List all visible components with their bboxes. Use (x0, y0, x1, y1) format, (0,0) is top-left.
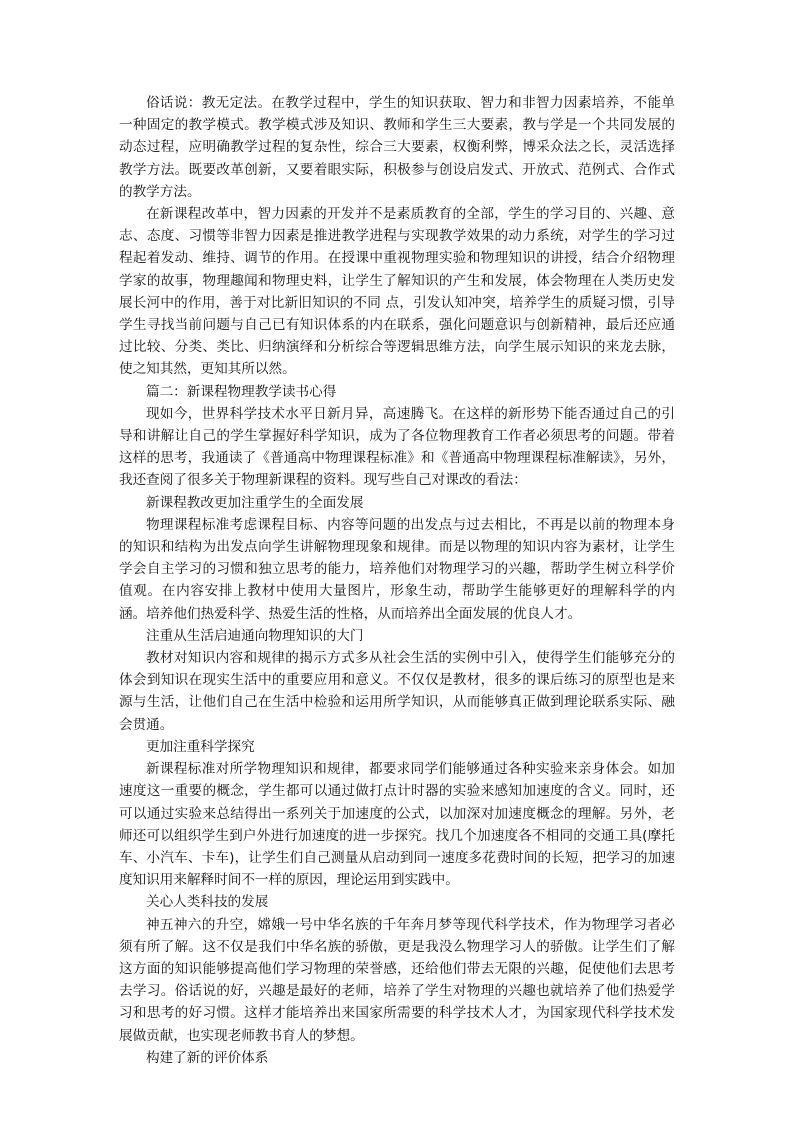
paragraph: 物理课程标准考虑课程目标、内容等问题的出发点与过去相比，不再是以前的物理本身的知识和结构为出发点向学生讲解物理现象和规律。而是以物理的知识内容为素材，让学生学会自主学习的习惯和独立思考的能力，培养他们对物理学习的兴趣，帮助学生树立科学价值观。在内容安排上教材中使用大量图片，形象生动，帮助学生能够更好的理解科学的内涵。培养他们热爱科学、热爱生活的性格，从而培养出全面发展的优良人才。 (119, 516, 675, 622)
paragraph: 俗话说：教无定法。在教学过程中，学生的知识获取、智力和非智力因素培养，不能单一种固定的教学模式。教学模式涉及知识、教师和学生三大要素，教与学是一个共同发展的动态过程，应明确教学过程的复杂性，综合三大要素，权衡利弊，博采众法之长，灵活选择教学方法。既要改革创新，又要着眼实际，积极参与创设启发式、开放式、范例式、合作式的教学方法。 (119, 95, 675, 200)
paragraph: 教材对知识内容和规律的揭示方式多从社会生活的实例中引入，使得学生们能够充分的体会到知识在现实生活中的重要应用和意义。不仅仅是教材，很多的课后练习的原型也是来源与生活，让他们自己在生活中检验和运用所学知识，从而能够真正做到理论联系实际、融会贯通。 (119, 650, 675, 733)
section-heading: 注重从生活启迪通向物理知识的大门 (146, 627, 364, 644)
section-heading: 更加注重科学探究 (146, 738, 255, 755)
document-page (119, 92, 675, 1069)
paragraph: 在新课程改革中，智力因素的开发并不是素质教育的全部，学生的学习目的、兴趣、意志、态度、习惯等非智力因素是推进教学进程与实现教学效果的动力系统，对学生的学习过程起着发动、维持、调节的作用。在授课中重视物理实验和物理知识的讲授，结合介绍物理学家的故事，物理趣闻和物理史料，让学生了解知识的产生和发展，体会物理在人类历史发展长河中的作用，善于对比新旧知识的不同 点，引发认知冲突，培养学生的质疑习惯，引导学生寻找当前问题与自己已有知识体系的内在联系，强化问题意识与创新精神，最后还应通过比较、分类、类比、归纳演绎和分析综合等逻辑思维方法，向学生展示知识的来龙去脉，使之知其然，更知其所以然。 (119, 206, 675, 378)
paragraph: 现如今，世界科学技术水平日新月异，高速腾飞。在这样的新形势下能否通过自己的引导和讲解让自己的学生掌握好科学知识，成为了各位物理教育工作者必须思考的问题。带着这样的思考，我通读了《普通高中物理课程标准》和《普通高中物理课程标准解读》，另外，我还查阅了很多关于物理新课程的资料。现写些自己对课改的看法： (119, 405, 675, 489)
section-heading: 篇二：新课程物理教学读书心得 (146, 383, 337, 400)
paragraph: 神五神六的升空，嫦娥一号中华名族的千年奔月梦等现代科学技术，作为物理学习者必须有所了解。这不仅是我们中华名族的骄傲，更是我没么物理学习人的骄傲。让学生们了解这方面的知识能够提高他们学习物理的荣誉感，还给他们带去无限的兴趣，促使他们去思考去学习。俗话说的好，兴趣是最好的老师，培养了学生对物理的兴趣也就培养了他们热爱学习和思考的好习惯。这样才能培养出来国家所需要的科学技术人才，为国家现代科学技术发展做贡献，也实现老师教书育人的梦想。 (119, 916, 675, 1044)
paragraph: 新课程标准对所学物理知识和规律，都要求同学们能够通过各种实验来亲身体会。如加速度这一重要的概念，学生都可以通过做打点计时器的实验来感知加速度的含义。同时，还可以通过实验来总结得出一系列关于加速度的公式，以加深对加速度概念的理解。另外，老师还可以组织学生到户外进行加速度的进一步探究。找几个加速度各不相同的交通工具(摩托车、小汽车、卡车)，让学生们自己测量从启动到同一速度多花费时间的长短，把学习的加速度知识用来解释时间不一样的原因，理论运用到实践中。 (119, 761, 675, 889)
section-heading: 关心人类科技的发展 (146, 894, 269, 911)
section-heading: 构建了新的评价体系 (146, 1049, 269, 1066)
section-heading: 新课程教改更加注重学生的全面发展 (146, 494, 364, 511)
